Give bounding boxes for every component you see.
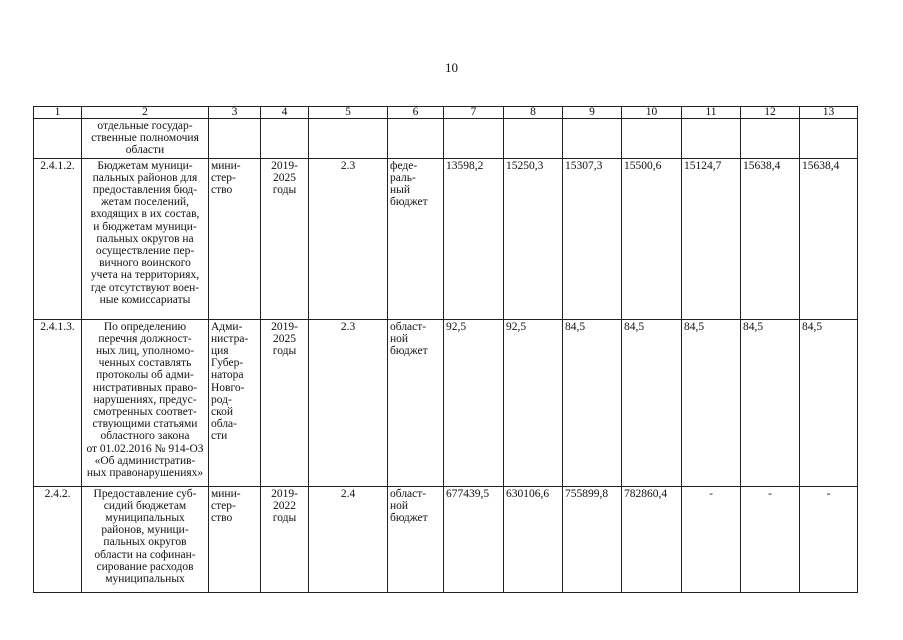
- column-header: 11: [682, 107, 741, 119]
- row-target: 2.3: [309, 319, 388, 486]
- row-value: 92,5: [444, 319, 504, 486]
- column-header: 13: [800, 107, 858, 119]
- row-source: област- ной бюджет: [388, 319, 444, 486]
- row-value: [444, 119, 504, 159]
- row-period: [261, 119, 309, 159]
- row-number: 2.4.2.: [34, 486, 82, 592]
- row-value: 84,5: [563, 319, 622, 486]
- column-header: 6: [388, 107, 444, 119]
- row-executor: мини- стер- ство: [209, 486, 261, 592]
- row-value: 84,5: [741, 319, 800, 486]
- column-header: 10: [622, 107, 682, 119]
- table-header-row: [34, 107, 858, 119]
- row-value: 84,5: [622, 319, 682, 486]
- row-executor: [209, 119, 261, 159]
- row-value: [622, 119, 682, 159]
- row-value: 15124,7: [682, 158, 741, 319]
- row-target: [309, 119, 388, 159]
- row-source: [388, 119, 444, 159]
- row-number: 2.4.1.3.: [34, 319, 82, 486]
- row-value: 13598,2: [444, 158, 504, 319]
- row-value: 782860,4: [622, 486, 682, 592]
- page-number: 10: [445, 60, 458, 75]
- column-header: 3: [209, 107, 261, 119]
- row-value: 84,5: [682, 319, 741, 486]
- column-header: 9: [563, 107, 622, 119]
- row-name: Предоставление суб- сидий бюджетам муниципальных районов, муници- пальных округов области на софинан- сирование расходов муниципальных: [82, 486, 209, 592]
- row-value: 630106,6: [504, 486, 563, 592]
- table-row: [34, 486, 858, 592]
- column-header: 2: [82, 107, 209, 119]
- row-value: 92,5: [504, 319, 563, 486]
- row-target: 2.4: [309, 486, 388, 592]
- column-header: 12: [741, 107, 800, 119]
- row-number: 2.4.1.2.: [34, 158, 82, 319]
- column-header: 7: [444, 107, 504, 119]
- row-value: 677439,5: [444, 486, 504, 592]
- row-value: -: [800, 486, 858, 592]
- row-value: -: [682, 486, 741, 592]
- column-header: 1: [34, 107, 82, 119]
- row-value: 15638,4: [741, 158, 800, 319]
- row-value: 755899,8: [563, 486, 622, 592]
- row-target: 2.3: [309, 158, 388, 319]
- row-source: феде- раль- ный бюджет: [388, 158, 444, 319]
- row-number: [34, 119, 82, 159]
- row-value: [682, 119, 741, 159]
- row-executor: Адми- нистра- ция Губер- натора Новго- род- ской обла- сти: [209, 319, 261, 486]
- row-period: 2019- 2025 годы: [261, 319, 309, 486]
- row-value: [800, 119, 858, 159]
- row-period: 2019- 2025 годы: [261, 158, 309, 319]
- table-row: [34, 319, 858, 486]
- budget-table: [33, 106, 858, 593]
- row-value: 84,5: [800, 319, 858, 486]
- row-value: 15638,4: [800, 158, 858, 319]
- row-executor: мини- стер- ство: [209, 158, 261, 319]
- row-value: [741, 119, 800, 159]
- row-value: -: [741, 486, 800, 592]
- column-header: 4: [261, 107, 309, 119]
- row-name: Бюджетам муници- пальных районов для предоставления бюд- жетам поселений, входящих в их состав, и бюджетам муници- пальных округов на осуществление пер- вичного воинского учета на территориях, где отсутствуют воен- ные комиссариаты: [82, 158, 209, 319]
- row-value: [563, 119, 622, 159]
- table-row: [34, 158, 858, 319]
- row-value: [504, 119, 563, 159]
- row-period: 2019- 2022 годы: [261, 486, 309, 592]
- column-header: 5: [309, 107, 388, 119]
- row-source: област- ной бюджет: [388, 486, 444, 592]
- row-value: 15307,3: [563, 158, 622, 319]
- column-header: 8: [504, 107, 563, 119]
- table-row: [34, 119, 858, 159]
- row-value: 15500,6: [622, 158, 682, 319]
- row-value: 15250,3: [504, 158, 563, 319]
- row-name: По определению перечня должност- ных лиц, уполномо- ченных составлять протоколы об адми- нистративных право- нарушениях, предус- смотренных соответ- ствующими статьями областного закона от 01.02.2016 № 914-ОЗ «Об административ- ных правонарушениях»: [82, 319, 209, 486]
- row-name: отдельные государ- ственные полномочия области: [82, 119, 209, 159]
